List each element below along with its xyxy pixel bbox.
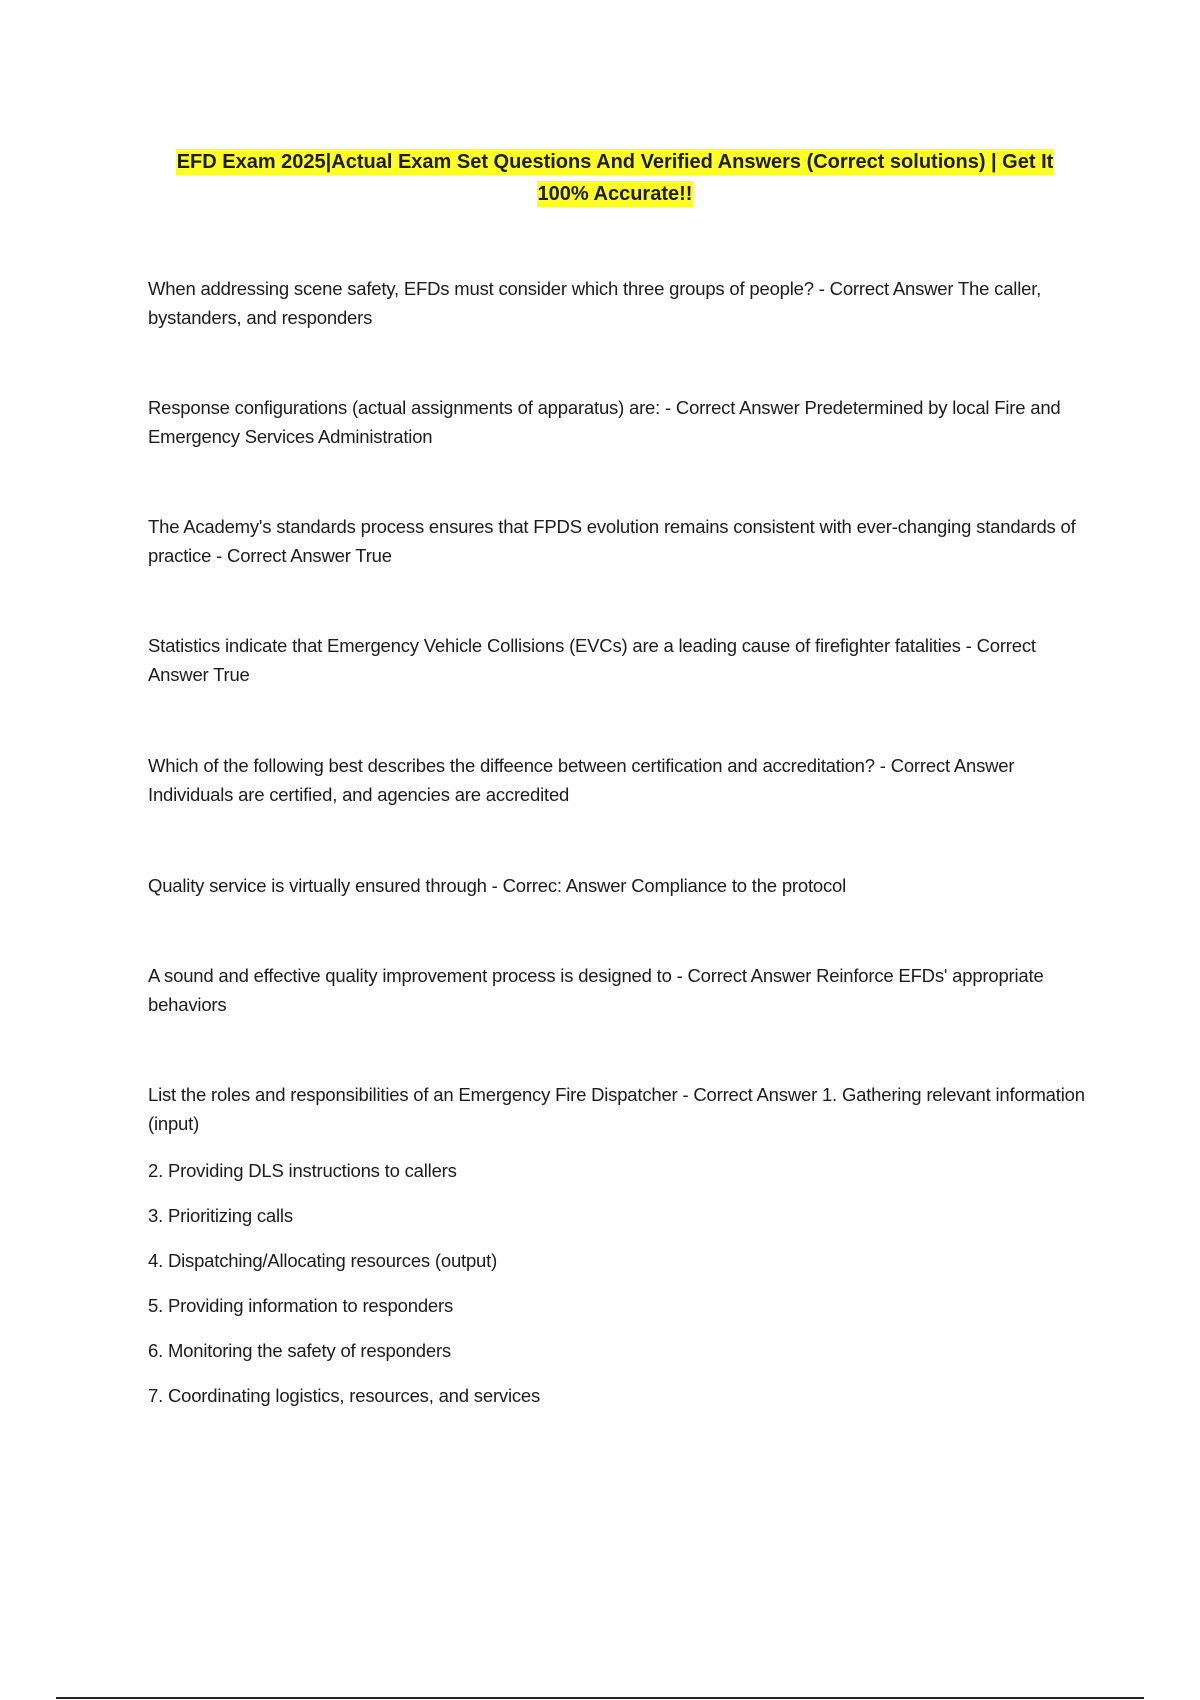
list-item: 2. Providing DLS instructions to callers — [148, 1160, 457, 1181]
question-text: Response configurations (actual assignments of apparatus) are: - — [148, 397, 676, 418]
qa-item-1 — [148, 274, 1088, 332]
document-title — [150, 146, 1080, 210]
qa-item-5 — [148, 751, 1088, 809]
answer-text: Correct Answer Individuals are certified, and agencies are accredited — [148, 755, 1015, 805]
question-text: List the roles and responsibilities of an Emergency Fire Dispatcher - — [148, 1084, 694, 1105]
question-text: The Academy's standards process ensures that FPDS evolution remains consistent with ever-changing standards of practice - — [148, 516, 1076, 566]
qa-item-8 — [148, 1080, 1088, 1138]
question-text: A sound and effective quality improvement process is designed to - — [148, 965, 688, 986]
qa-item-4 — [148, 631, 1088, 689]
question-text: Which of the following best describes the diffeence between certification and accreditation? - — [148, 755, 891, 776]
answer-text: Correct Answer Reinforce EFDs' appropriate behaviors — [148, 965, 1044, 1015]
answer-text: Correct Answer Predetermined by local Fire and Emergency Services Administration — [148, 397, 1061, 447]
list-item: 6. Monitoring the safety of responders — [148, 1340, 451, 1361]
document-title-text: EFD Exam 2025|Actual Exam Set Questions And Verified Answers (Correct solutions) | Get It 100% Accurate!! — [176, 151, 1054, 205]
list-item: 7. Coordinating logistics, resources, and services — [148, 1385, 541, 1406]
question-text: Statistics indicate that Emergency Vehicle Collisions (EVCs) are a leading cause of firefighter fatalities - — [148, 635, 977, 656]
qa-item-7 — [148, 961, 1088, 1019]
answer-text: Correct Answer True — [227, 545, 392, 566]
answer-text: Correct Answer 1. Gathering relevant information (input) — [148, 1084, 1085, 1134]
list-item: 3. Prioritizing calls — [148, 1205, 293, 1226]
qa-item-6 — [148, 871, 1088, 900]
list-item: 4. Dispatching/Allocating resources (output) — [148, 1250, 498, 1271]
question-text: When addressing scene safety, EFDs must consider which three groups of people? - — [148, 278, 830, 299]
qa-item-2 — [148, 393, 1088, 451]
qa-item-3 — [148, 512, 1088, 570]
list-item: 5. Providing information to responders — [148, 1295, 454, 1316]
question-text: Quality service is virtually ensured through - — [148, 875, 503, 896]
footer-divider — [56, 1697, 1144, 1699]
answer-text: Correc: Answer Compliance to the protocol — [502, 875, 847, 896]
answer-text: Correct Answer The caller, bystanders, and responders — [148, 278, 1042, 328]
answer-text: Correct Answer True — [148, 635, 1036, 685]
